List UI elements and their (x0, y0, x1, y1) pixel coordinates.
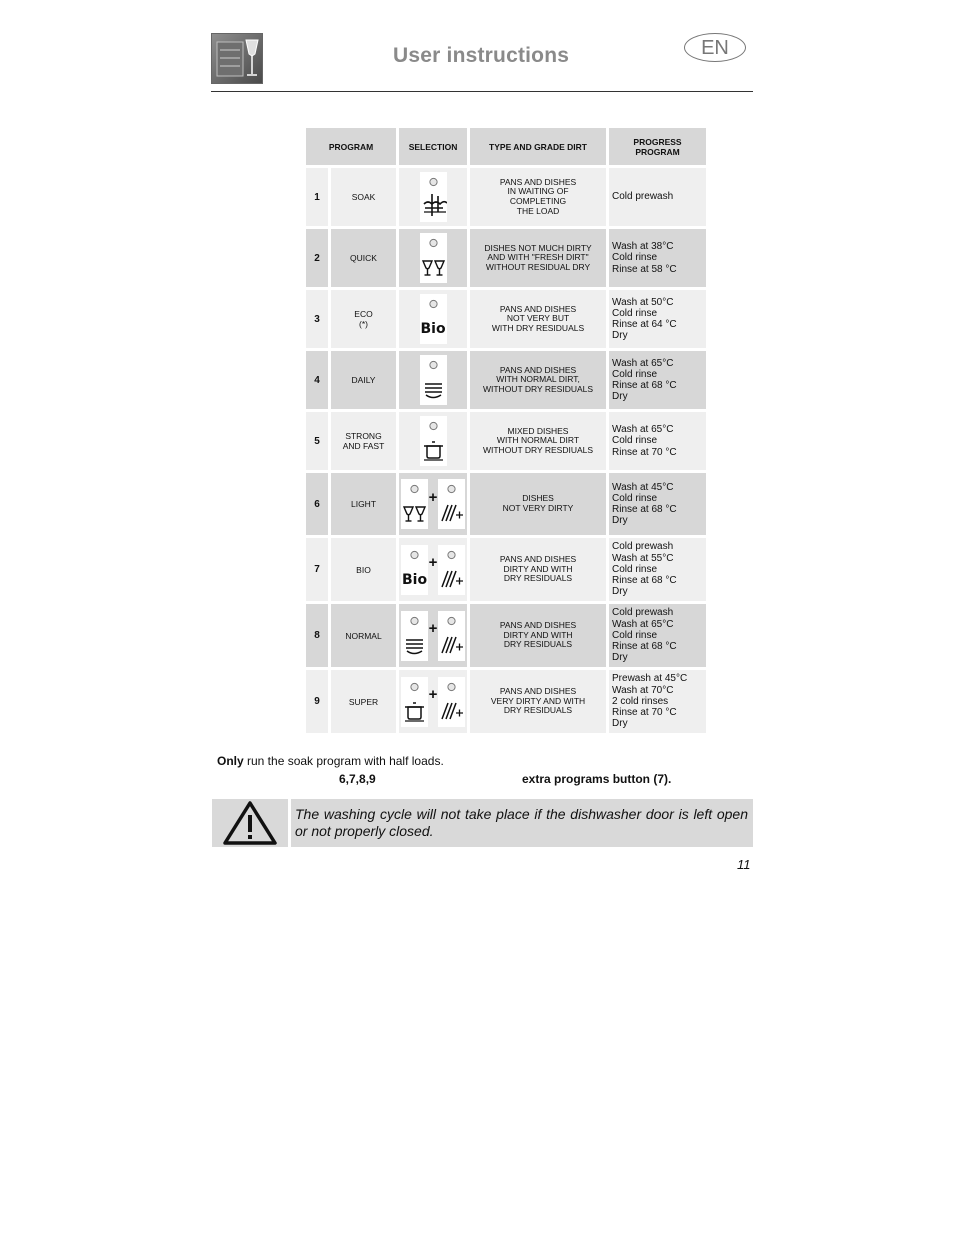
progress-program: Wash at 45°C Cold rinse Rinse at 68 °C Dry (609, 473, 706, 535)
dishwasher-logo (211, 33, 263, 84)
extra-icon (438, 611, 465, 661)
program-name: BIO (331, 538, 396, 601)
program-selection (399, 168, 467, 226)
program-name: NORMAL (331, 604, 396, 667)
program-number: 3 (306, 290, 328, 348)
soak-note (217, 754, 444, 768)
glasses-icon (401, 479, 428, 529)
program-name: SOAK (331, 168, 396, 226)
glasses-icon-selector (401, 479, 428, 529)
soak-icon (420, 172, 447, 222)
program-number: 8 (306, 604, 328, 667)
progress-program: Wash at 50°C Cold rinse Rinse at 64 °C Dry (609, 290, 706, 348)
program-number: 5 (306, 412, 328, 470)
bio-label: Bio (401, 571, 428, 588)
indicator-light (429, 300, 436, 307)
plates-icon-selector (401, 611, 428, 661)
program-row (306, 473, 706, 535)
program-name: SUPER (331, 670, 396, 733)
dirt-type: DISHES NOT VERY DIRTY (470, 473, 606, 535)
program-number: 4 (306, 351, 328, 409)
plus-sign: + (428, 554, 438, 571)
program-selection (399, 473, 467, 535)
plus-sign: + (428, 488, 438, 506)
program-number: 6 (306, 473, 328, 535)
program-row (306, 351, 706, 409)
bio-label: Bio (420, 321, 446, 337)
extra-icon-selector (438, 545, 465, 595)
program-name: QUICK (331, 229, 396, 287)
soak-note-bold: Only (217, 754, 244, 768)
header-progress-program: PROGRESS PROGRAM (609, 128, 706, 165)
dirt-type: PANS AND DISHES NOT VERY BUT WITH DRY RESIDUALS (470, 290, 606, 348)
indicator-light (411, 485, 418, 492)
dirt-type: PANS AND DISHES IN WAITING OF COMPLETING THE LOAD (470, 168, 606, 226)
extra-icon (438, 677, 465, 727)
dirt-type: PANS AND DISHES DIRTY AND WITH DRY RESIDUALS (470, 538, 606, 601)
program-name: STRONG AND FAST (331, 412, 396, 470)
progress-program: Prewash at 45°C Wash at 70°C 2 cold rinses Rinse at 70 °C Dry (609, 670, 706, 733)
pot-icon-selector (420, 416, 447, 466)
indicator-light (448, 551, 455, 558)
progress-program: Cold prewash (609, 168, 706, 226)
dirt-type: PANS AND DISHES WITH NORMAL DIRT, WITHOUT DRY RESIDUALS (470, 351, 606, 409)
program-selection (399, 351, 467, 409)
table-header-row (306, 128, 706, 165)
program-selection (399, 604, 467, 667)
progress-program: Cold prewash Wash at 55°C Cold rinse Rinse at 68 °C Dry (609, 538, 706, 601)
program-row (306, 670, 706, 733)
warning-box (291, 799, 753, 847)
program-selection (399, 538, 467, 601)
extra-icon (438, 545, 465, 595)
indicator-light (411, 617, 418, 624)
plus-sign: + (428, 686, 438, 703)
header-type-grade-dirt: TYPE AND GRADE DIRT (470, 128, 606, 165)
extra-icon-selector (438, 677, 465, 727)
program-row (306, 229, 706, 287)
program-row (306, 168, 706, 226)
glasses-icon-selector (420, 233, 447, 283)
program-number: 2 (306, 229, 328, 287)
warning-text: The washing cycle will not take place if the dishwasher door is left open or not properly closed. (295, 806, 748, 839)
progress-program: Wash at 65°C Cold rinse Rinse at 70 °C (609, 412, 706, 470)
program-selection (399, 670, 467, 733)
dirt-type: MIXED DISHES WITH NORMAL DIRT WITHOUT DRY RESDIUALS (470, 412, 606, 470)
warning-icon-box (212, 799, 288, 847)
warning-icon (212, 799, 288, 847)
programs-table (303, 125, 709, 736)
plates-icon (420, 355, 447, 405)
program-numbers-note: 6,7,8,9 (339, 772, 376, 786)
program-name: LIGHT (331, 473, 396, 535)
plates-icon (401, 611, 428, 661)
header-divider (211, 91, 753, 92)
indicator-light (411, 551, 418, 558)
program-name: DAILY (331, 351, 396, 409)
program-number: 1 (306, 168, 328, 226)
program-selection (399, 290, 467, 348)
extra-icon-selector (438, 611, 465, 661)
program-number: 9 (306, 670, 328, 733)
pot-icon-selector (401, 677, 428, 727)
bio-icon-selector (420, 294, 447, 344)
indicator-light (429, 422, 436, 429)
indicator-light (429, 239, 436, 246)
indicator-light (448, 683, 455, 690)
program-row (306, 604, 706, 667)
dirt-type: PANS AND DISHES VERY DIRTY AND WITH DRY RESIDUALS (470, 670, 606, 733)
language-badge: EN (684, 33, 746, 62)
extra-icon (438, 479, 465, 529)
soak-icon-selector (420, 172, 447, 222)
indicator-light (429, 361, 436, 368)
glasses-icon (420, 233, 447, 283)
indicator-light (448, 617, 455, 624)
indicator-light (429, 178, 436, 185)
program-number: 7 (306, 538, 328, 601)
dirt-type: PANS AND DISHES DIRTY AND WITH DRY RESIDUALS (470, 604, 606, 667)
indicator-light (411, 683, 418, 690)
page-number: 11 (737, 857, 751, 872)
progress-program: Wash at 38°C Cold rinse Rinse at 58 °C (609, 229, 706, 287)
progress-program: Wash at 65°C Cold rinse Rinse at 68 °C Dry (609, 351, 706, 409)
header-program: PROGRAM (306, 128, 396, 165)
pot-icon (401, 677, 428, 727)
header-selection: SELECTION (399, 128, 467, 165)
program-name: ECO (*) (331, 290, 396, 348)
pot-icon (420, 416, 447, 466)
extra-icon-selector (438, 479, 465, 529)
plus-sign: + (428, 620, 438, 637)
extra-button-note: extra programs button (7). (522, 772, 672, 786)
program-row (306, 290, 706, 348)
soak-note-text: run the soak program with half loads. (243, 754, 444, 768)
indicator-light (448, 485, 455, 492)
program-row (306, 538, 706, 601)
plates-icon-selector (420, 355, 447, 405)
program-selection (399, 412, 467, 470)
dirt-type: DISHES NOT MUCH DIRTY AND WITH "FRESH DIRT" WITHOUT RESIDUAL DRY (470, 229, 606, 287)
program-row (306, 412, 706, 470)
page-title: User instructions (393, 44, 570, 67)
bio-icon-selector (401, 545, 428, 595)
program-selection (399, 229, 467, 287)
progress-program: Cold prewash Wash at 65°C Cold rinse Rinse at 68 °C Dry (609, 604, 706, 667)
